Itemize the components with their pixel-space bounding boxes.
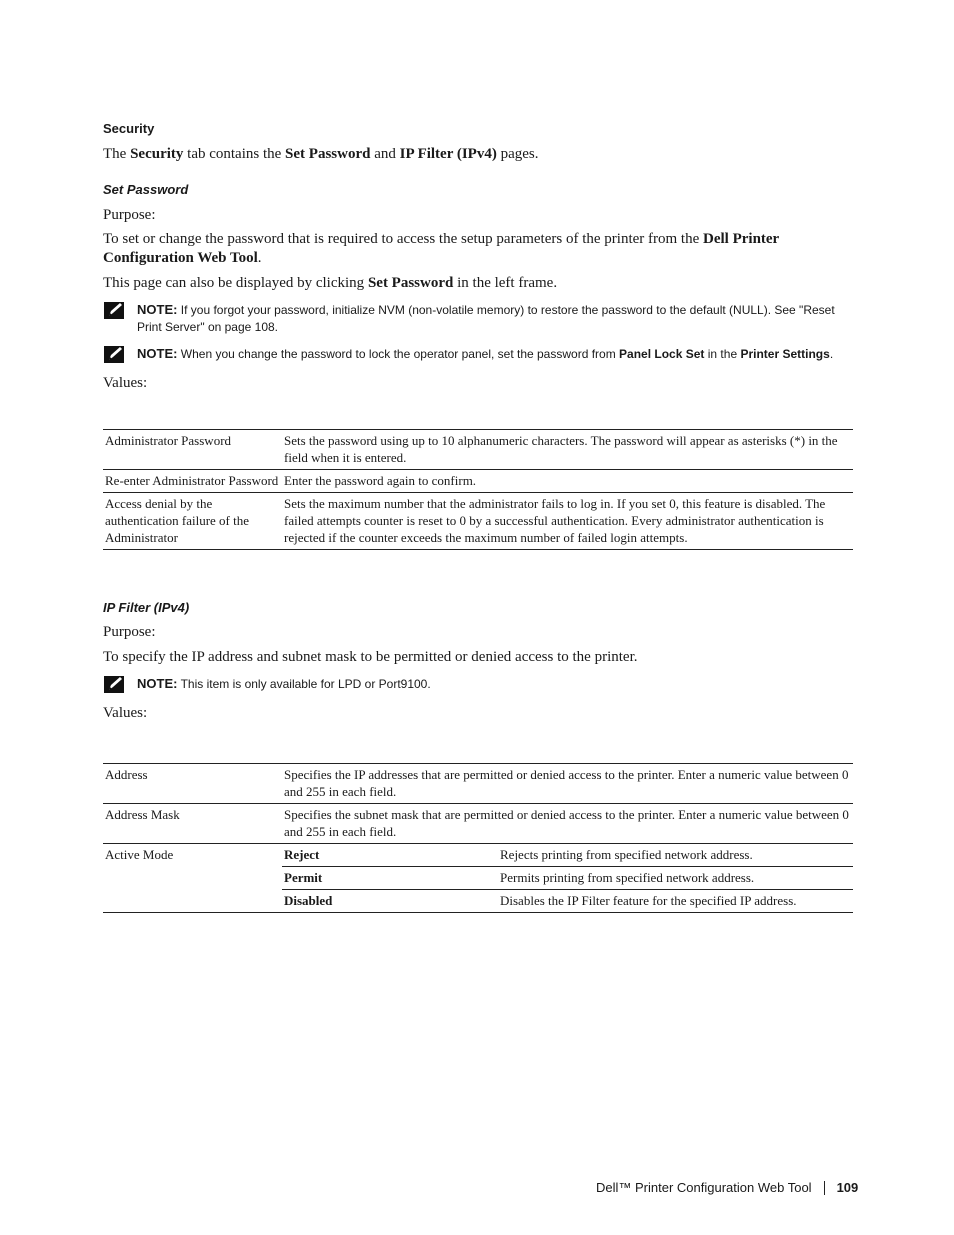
value-name: Address [105,767,148,782]
mode-option-name: Reject [284,847,320,862]
ip-filter-values-table [103,763,853,913]
note-panel-lock: NOTE: When you change the password to lock the operator panel, set the password from Panel Lock Set in the Printer Settings. [103,345,853,365]
set-password-also-text: This page can also be displayed by clicking Set Password in the left frame. [103,275,558,291]
set-password-purpose-text: To set or change the password that is required to access the setup parameters of the printer from the Dell Printer Configuration Web Tool. [103,231,779,266]
table-row [103,430,853,470]
table-row [103,844,853,867]
mode-option-description: Disables the IP Filter feature for the specified IP address. [500,893,797,908]
subheading-set-password: Set Password [103,182,189,197]
value-description: Sets the password using up to 10 alphanumeric characters. The password will appear as asterisks (*) in the field when it is entered. [284,433,838,465]
page-number: 109 [836,1180,859,1195]
security-intro: The Security tab contains the Set Password and IP Filter (IPv4) pages. [103,146,539,162]
value-name: Active Mode [105,847,174,862]
set-password-values-label: Values: [103,375,148,391]
footer-divider [824,1181,825,1195]
set-password-values-table [103,429,853,550]
value-name: Access denial by the authentication failure of the Administrator [105,496,250,545]
value-name: Re-enter Administrator Password [105,473,279,488]
mode-option-name: Permit [284,870,323,885]
page-footer [596,1180,858,1195]
value-description: Specifies the IP addresses that are permitted or denied access to the printer. Enter a numeric value between 0 and 255 in each field. [284,767,849,799]
pencil-note-icon [103,301,137,321]
subheading-ip-filter: IP Filter (IPv4) [103,600,190,615]
value-description: Sets the maximum number that the administrator fails to log in. If you set 0, this feature is disabled. The failed attempts counter is reset to 0 by a successful authentication. Every administrator authentication is rejected if the counter exceeds the maximum number of failed login attempts. [284,496,826,545]
table-row [103,470,853,493]
mode-option-name: Disabled [284,893,333,908]
mode-option-description: Permits printing from specified network address. [500,870,755,885]
note-forgot-password: NOTE: If you forgot your password, initialize NVM (non-volatile memory) to restore the password to the default (NULL). See "Reset Print Server" on page 108. [103,301,853,336]
value-name: Administrator Password [105,433,232,448]
ip-filter-purpose-label: Purpose: [103,624,156,640]
ip-filter-purpose-text: To specify the IP address and subnet mask to be permitted or denied access to the printer. [103,649,638,665]
footer-title: Dell™ Printer Configuration Web Tool [596,1180,812,1195]
value-name: Address Mask [105,807,180,822]
mode-option-description: Rejects printing from specified network address. [500,847,753,862]
table-row [103,493,853,550]
pencil-note-icon [103,345,137,365]
note-lpd-port9100: NOTE: This item is only available for LPD or Port9100. [103,675,853,695]
table-row [103,764,853,804]
set-password-purpose-label: Purpose: [103,207,156,223]
value-description: Specifies the subnet mask that are permitted or denied access to the printer. Enter a numeric value between 0 and 255 in each field. [284,807,849,839]
table-row [103,804,853,844]
ip-filter-values-label: Values: [103,705,148,721]
pencil-note-icon [103,675,137,695]
section-heading-security: Security [103,121,155,136]
value-description: Enter the password again to confirm. [284,473,477,488]
